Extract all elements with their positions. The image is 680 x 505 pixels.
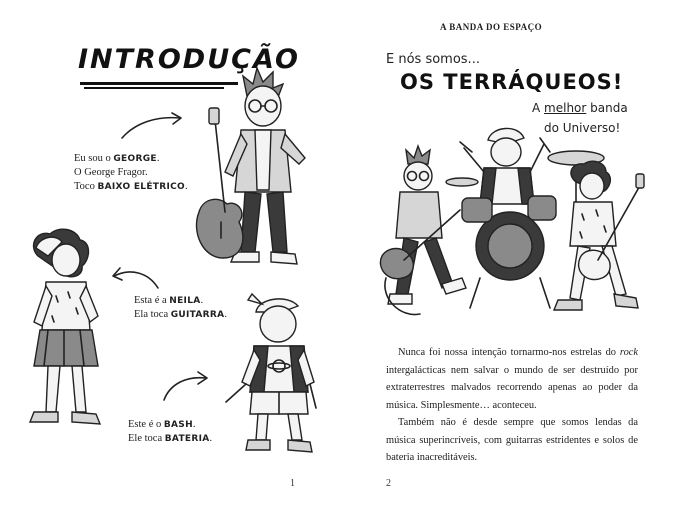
band-illustration bbox=[380, 118, 650, 328]
neila-caption: Esta é a NEILA. Ela toca GUITARRA. bbox=[134, 295, 228, 320]
neila-illustration bbox=[18, 226, 118, 436]
george-name: GEORGE bbox=[113, 154, 157, 164]
bash-name: BASH bbox=[163, 420, 193, 430]
intro-small-text: E nós somos... bbox=[386, 52, 480, 67]
page-number-left: 1 bbox=[290, 478, 295, 489]
running-head: A BANDA DO ESPAÇO bbox=[440, 22, 543, 32]
page-number-right: 2 bbox=[386, 478, 391, 489]
arrow-to-bash-icon bbox=[160, 368, 214, 404]
george-illustration bbox=[185, 62, 325, 272]
neila-instrument: GUITARRA bbox=[170, 310, 225, 320]
bash-instrument: BATERIA bbox=[164, 434, 210, 444]
page-title: INTRODUÇÃO bbox=[78, 44, 300, 75]
paragraph-2: Também não é desde sempre que somos lendas da música superincríveis, com guitarras estridentes e solos de bateria inacreditáveis. bbox=[386, 417, 638, 463]
bash-illustration bbox=[222, 290, 332, 460]
paragraph-1: Nunca foi nossa intenção tornarmo-nos estrelas do rock intergalácticas nem salvar o mundo de ser destruído por extraterrestres malvados recorrendo apenas ao poder da música. Simplesmente… aconteceu. bbox=[386, 347, 638, 411]
band-name-title: OS TERRÁQUEOS! bbox=[400, 70, 624, 94]
tagline: A melhor banda do Universo! bbox=[532, 101, 628, 135]
arrow-to-george-icon bbox=[118, 112, 188, 142]
bash-caption: Este é o BASH. Ele toca BATERIA. bbox=[128, 419, 213, 444]
neila-name: NEILA bbox=[169, 296, 201, 306]
tagline-underlined-word: melhor bbox=[544, 101, 587, 115]
george-instrument: BAIXO ELÉTRICO bbox=[97, 182, 185, 192]
george-caption: Eu sou o GEORGE. O George Fragor. Toco BAIXO ELÉTRICO. bbox=[74, 153, 188, 192]
body-text bbox=[386, 344, 638, 467]
